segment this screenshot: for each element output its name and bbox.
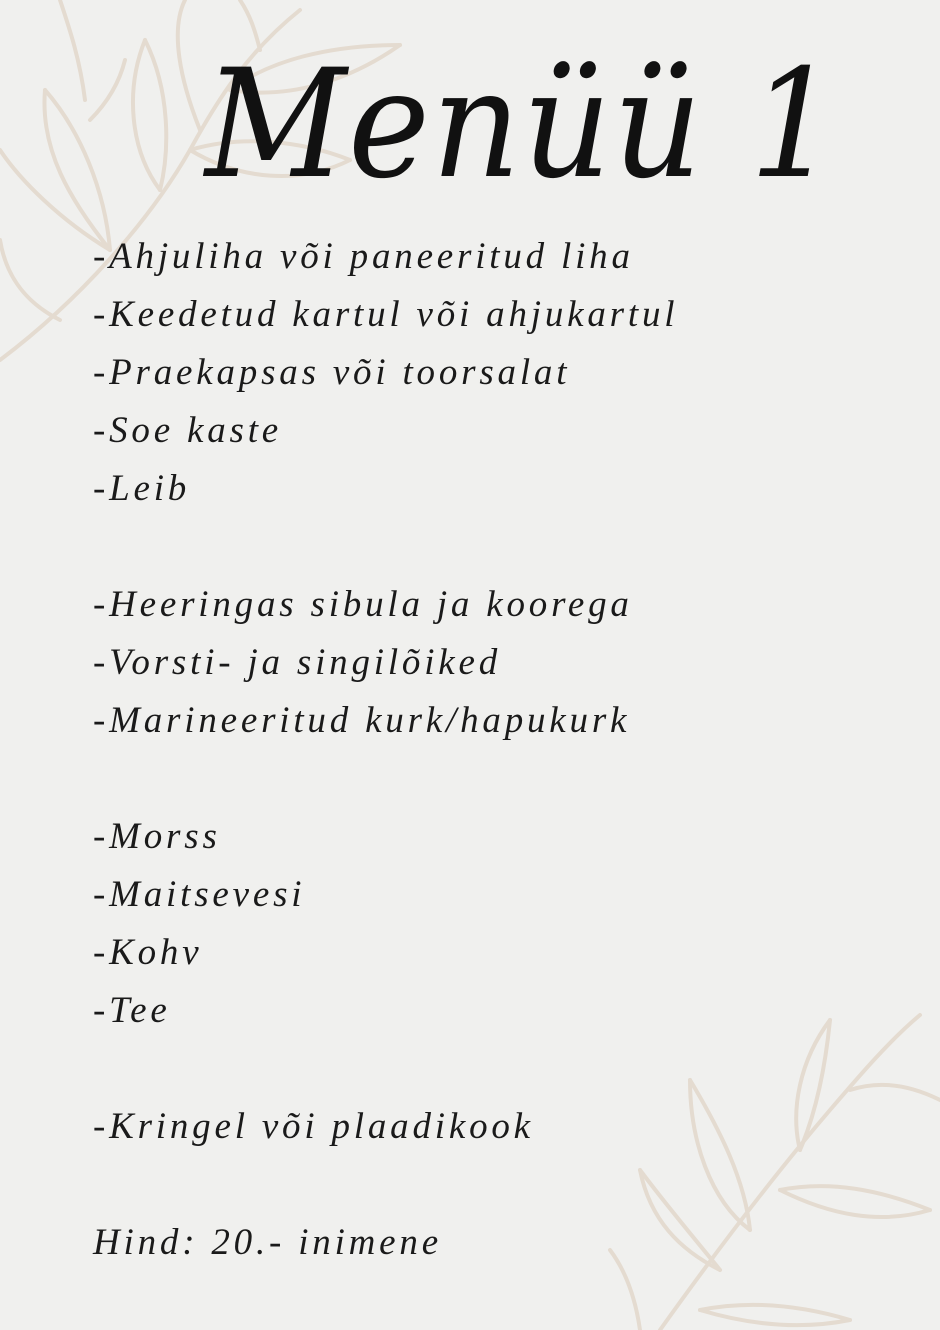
menu-item-kartul: -Keedetud kartul või ahjukartul [93,294,679,335]
menu-item-kohv: -Kohv [93,932,203,973]
menu-item-soe-kaste: -Soe kaste [93,410,283,451]
menu-item-leib: -Leib [93,468,191,509]
menu-spacer [93,750,893,808]
menu-item-morss: -Morss [93,816,221,857]
menu-spacer [93,518,893,576]
menu-item-kringel: -Kringel või plaadikook [93,1106,534,1147]
price-line: Hind: 20.- inimene [93,1222,442,1263]
menu-item-kurk: -Marineeritud kurk/hapukurk [93,700,631,741]
menu-item-ahjuliha: -Ahjuliha või paneeritud liha [93,236,634,277]
menu-spacer [93,1156,893,1214]
page-title: Menüü 1 [205,38,840,212]
menu-item-maitsevesi: -Maitsevesi [93,874,306,915]
menu-item-praekapsas: -Praekapsas või toorsalat [93,352,571,393]
menu-item-vorsti: -Vorsti- ja singilõiked [93,642,502,683]
menu-item-tee: -Tee [93,990,171,1031]
menu-list [93,228,893,1272]
menu-item-heeringas: -Heeringas sibula ja koorega [93,584,633,625]
menu-spacer [93,1040,893,1098]
